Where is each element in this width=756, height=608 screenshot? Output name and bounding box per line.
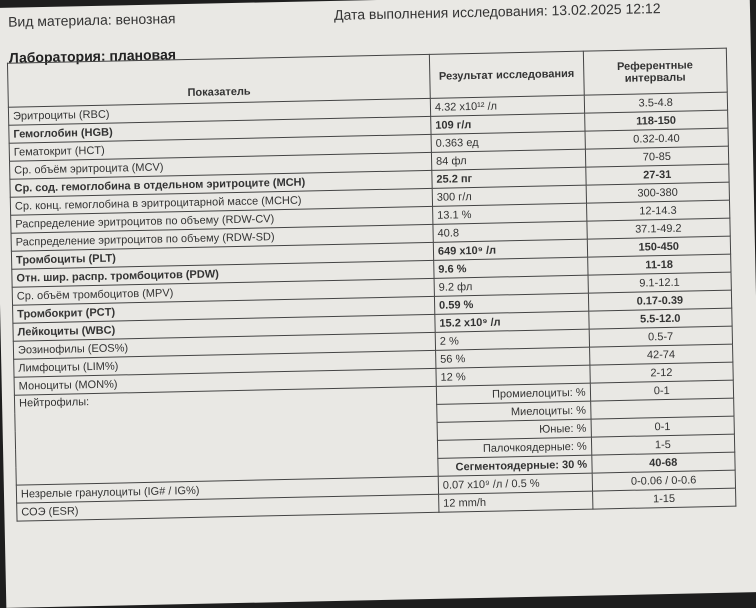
reference-range: 0.5-7 — [589, 326, 733, 347]
parameter-name: Тромбоциты (PLT) — [11, 242, 433, 269]
reference-range: 12-14.3 — [586, 200, 730, 221]
neutrophil-subtype: Промиелоциты: % — [436, 383, 590, 404]
parameter-name: СОЭ (ESR) — [17, 494, 439, 521]
parameter-name: Ср. объём эритроцита (MCV) — [10, 152, 432, 179]
parameter-name: Ср. сод. гемоглобина в отдельном эритроците (MCH) — [10, 170, 432, 197]
result-value: 0.07 x10⁹ /л / 0.5 % — [438, 473, 592, 494]
header-reference: Референтные интервалы — [583, 48, 727, 95]
reference-range: 118-150 — [584, 110, 728, 131]
parameter-name: Гемоглобин (HGB) — [9, 116, 431, 143]
reference-range: 0.32-0.40 — [585, 128, 729, 149]
results-table — [7, 48, 736, 522]
reference-range: 150-450 — [587, 236, 731, 257]
reference-range: 0.17-0.39 — [588, 290, 732, 311]
result-value: 40.8 — [433, 221, 587, 242]
parameter-name: Эритроциты (RBC) — [8, 98, 430, 125]
reference-range: 1-15 — [592, 488, 736, 509]
reference-range: 0-1 — [590, 380, 734, 401]
parameter-name: Отн. шир. распр. тромбоцитов (PDW) — [12, 260, 434, 287]
result-value: 4.32 x10¹² /л — [430, 95, 584, 116]
result-value: 300 г/л — [432, 185, 586, 206]
result-value: 0.363 ед — [431, 131, 585, 152]
reference-range: 27-31 — [585, 164, 729, 185]
parameter-name: Моноциты (MON%) — [14, 368, 436, 395]
material-type: Вид материала: венозная — [7, 10, 176, 30]
result-value: 2 % — [435, 329, 589, 350]
parameter-name: Эозинофилы (EOS%) — [13, 332, 435, 359]
neutrophil-subtype: Палочкоядерные: % — [437, 437, 591, 458]
result-value: 25.2 пг — [432, 167, 586, 188]
reference-range: 2-12 — [590, 362, 734, 383]
result-value: 12 % — [436, 365, 590, 386]
result-value: 56 % — [436, 347, 590, 368]
reference-range: 300-380 — [586, 182, 730, 203]
parameter-name: Незрелые гранулоциты (IG# / IG%) — [16, 476, 438, 503]
parameter-name: Ср. конц. гемоглобина в эритроцитарной массе (MCHC) — [10, 188, 432, 215]
result-value: 15.2 x10⁹ /л — [435, 311, 589, 332]
laboratory-label: Лаборатория: плановая — [8, 46, 177, 66]
reference-range: 42-74 — [589, 344, 733, 365]
result-value: 13.1 % — [433, 203, 587, 224]
parameter-name: Лейкоциты (WBC) — [13, 314, 435, 341]
neutrophil-subtype: Юные: % — [437, 419, 591, 440]
reference-range: 0-1 — [591, 416, 735, 437]
result-value: 12 mm/h — [439, 491, 593, 512]
parameter-name: Гематокрит (HCT) — [9, 134, 431, 161]
header-result: Результат исследования — [429, 51, 584, 98]
header-parameter: Показатель — [7, 54, 430, 107]
results-body — [8, 92, 736, 521]
reference-range: 37.1-49.2 — [586, 218, 730, 239]
neutrophil-subtype: Миелоциты: % — [437, 401, 591, 422]
result-value: 0.59 % — [434, 293, 588, 314]
neutrophil-subtype: Сегментоядерные: 30 % — [438, 455, 592, 476]
result-value: 649 x10⁹ /л — [433, 239, 587, 260]
result-value: 84 фл — [431, 149, 585, 170]
reference-range: 70-85 — [585, 146, 729, 167]
reference-range: 0-0.06 / 0-0.6 — [592, 470, 736, 491]
reference-range: 11-18 — [587, 254, 731, 275]
reference-range: 9.1-12.1 — [588, 272, 732, 293]
parameter-name: Тромбокрит (PCT) — [13, 296, 435, 323]
reference-range: 40-68 — [591, 452, 735, 473]
result-value: 109 г/л — [431, 113, 585, 134]
result-value: 9.6 % — [434, 257, 588, 278]
reference-range: 1-5 — [591, 434, 735, 455]
reference-range: 5.5-12.0 — [588, 308, 732, 329]
parameter-name: Лимфоциты (LIM%) — [14, 350, 436, 377]
result-value: 9.2 фл — [434, 275, 588, 296]
exam-date: Дата выполнения исследования: 13.02.2025 12:12 — [333, 0, 661, 23]
parameter-name: Распределение эритроцитов по объему (RDW-SD) — [11, 224, 433, 251]
parameter-name: Ср. объём тромбоцитов (MPV) — [12, 278, 434, 305]
parameter-name: Распределение эритроцитов по объему (RDW-CV) — [11, 206, 433, 233]
reference-range: 3.5-4.8 — [584, 92, 728, 113]
neutrophils-label: Нейтрофилы: — [14, 386, 438, 485]
